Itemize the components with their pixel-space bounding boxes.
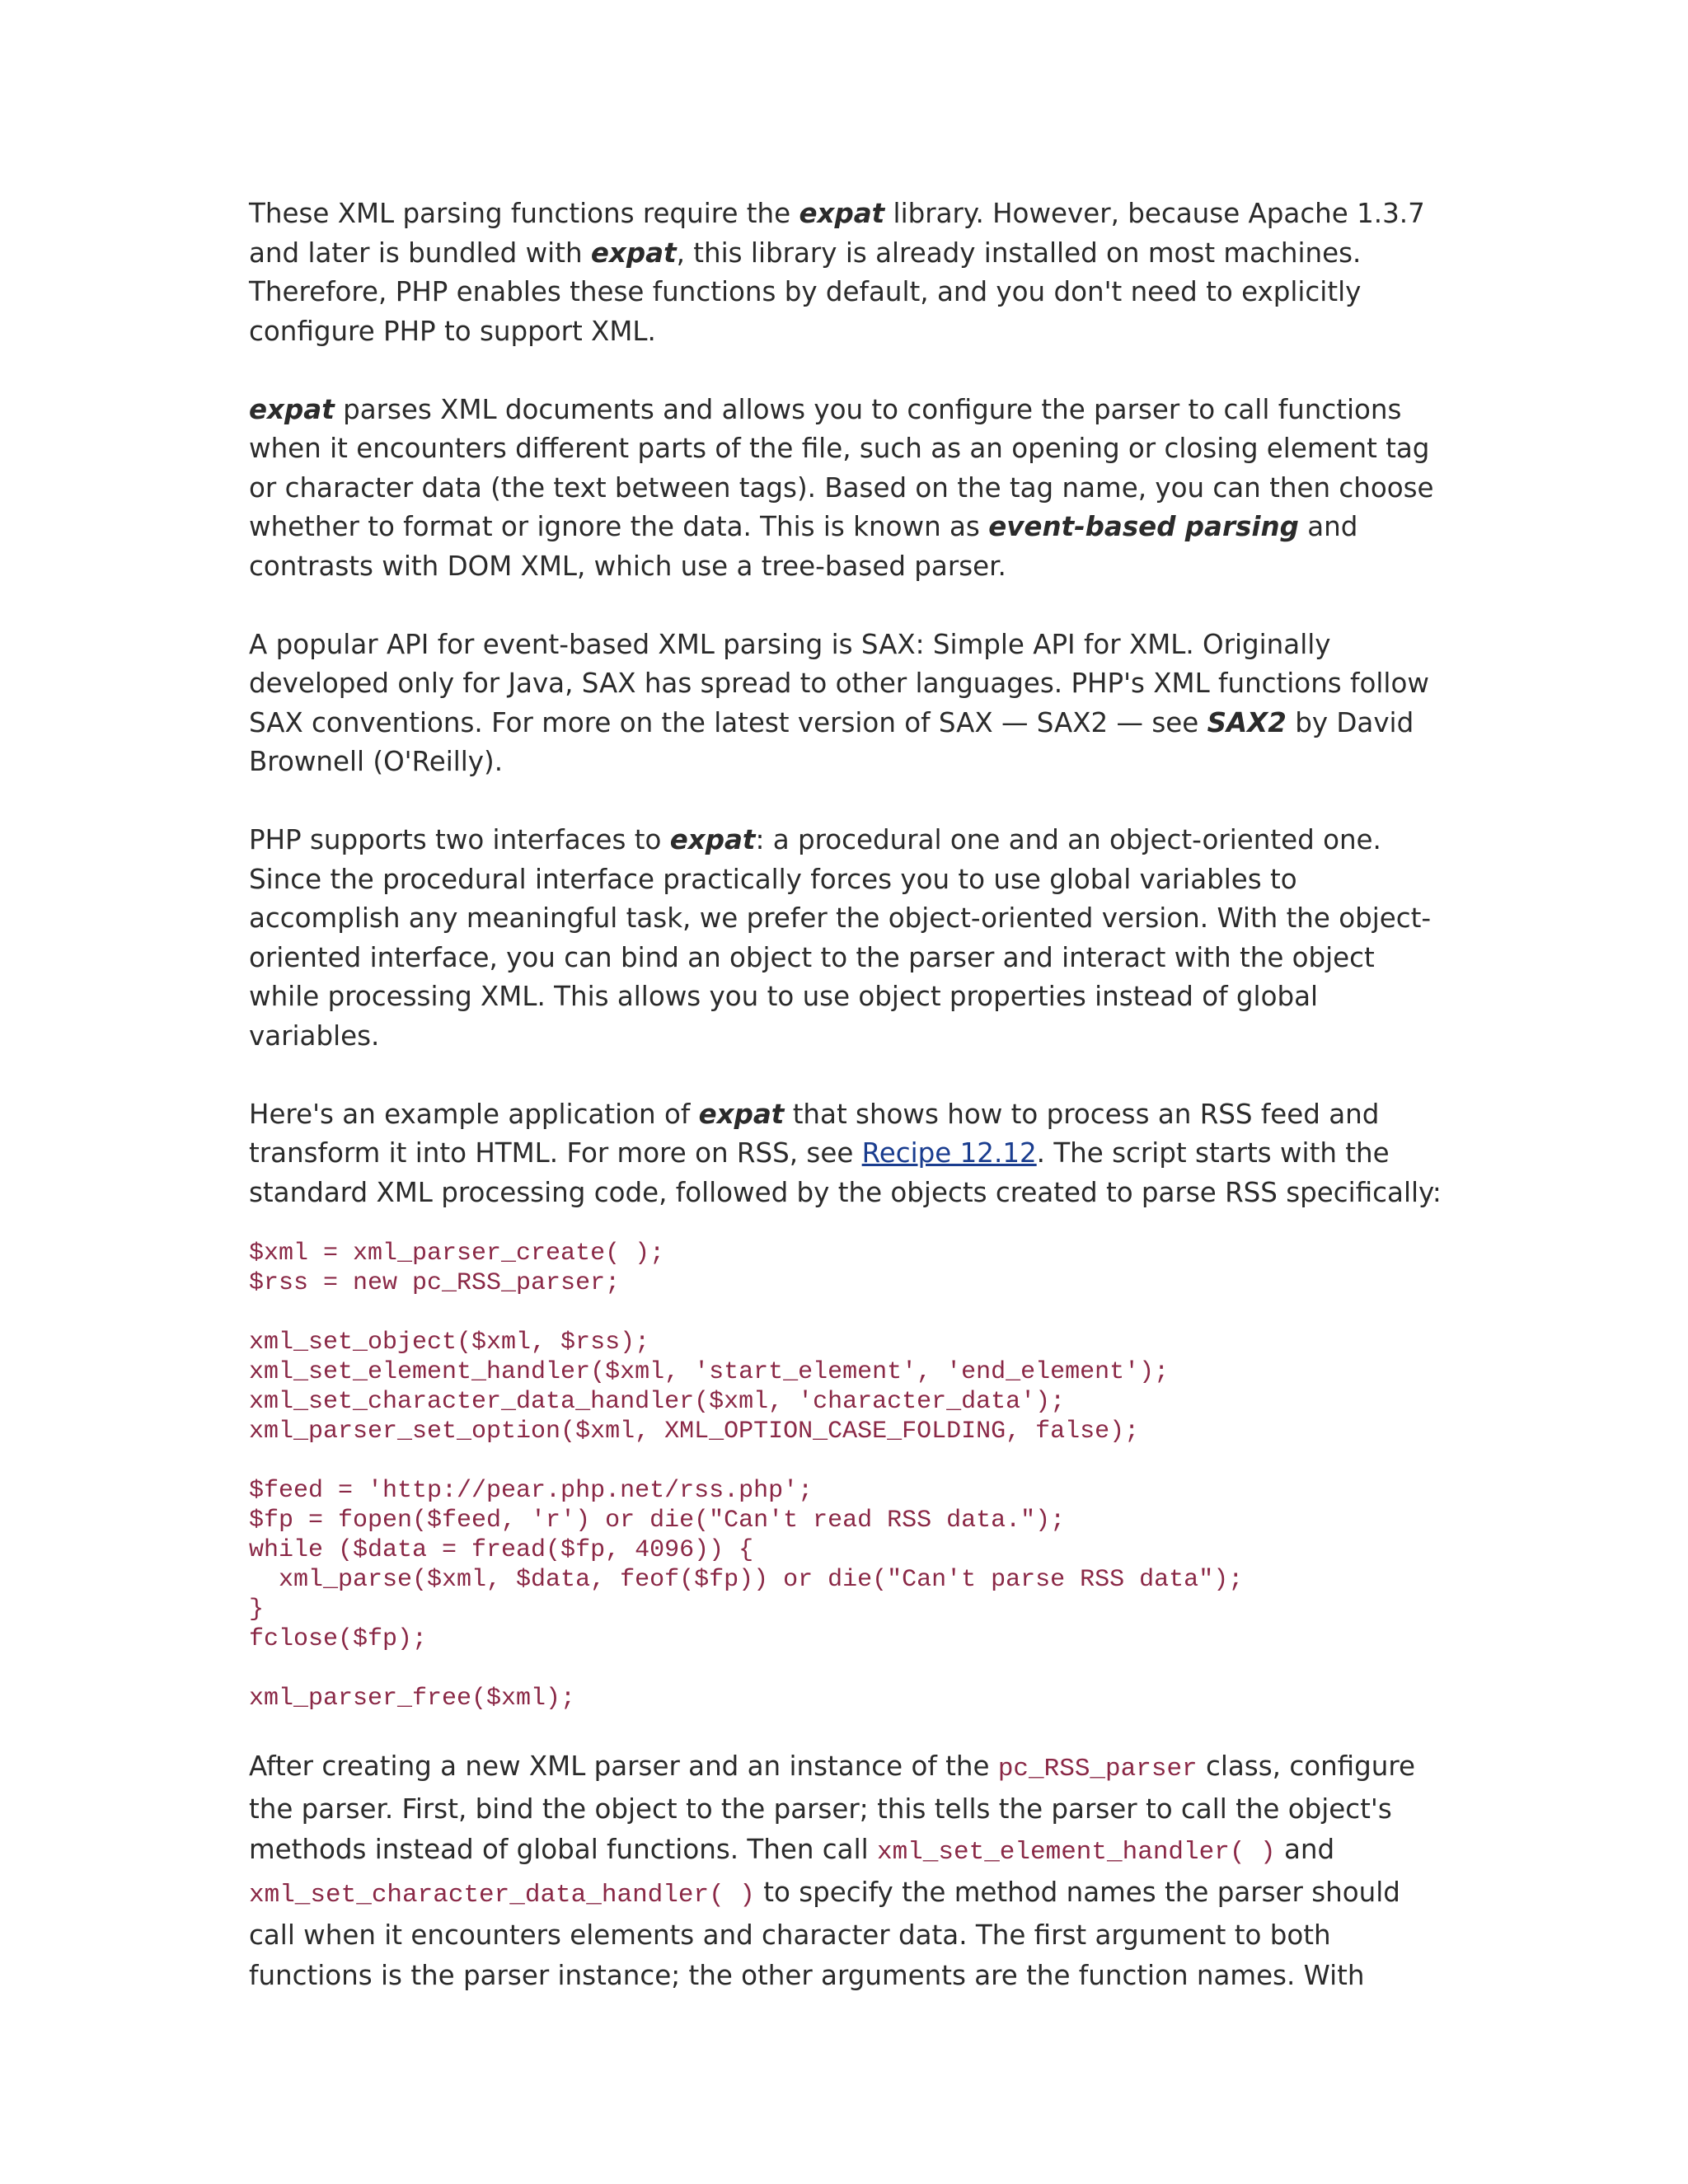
paragraph-sax	[249, 626, 1452, 782]
text: After creating a new XML parser and an instance of the	[249, 1750, 998, 1782]
text: and	[1275, 1834, 1335, 1865]
paragraph-expat-library	[249, 194, 1452, 351]
text: parses XML documents and allows you to configure the parser to call functions when it encounters different parts of the file, such as an opening or closing element tag or character data (the text between tags). Based on the tag name, you can then choose whether to format or ignore the data. This is known as	[249, 393, 1434, 542]
text: A popular API for event-based XML parsing is SAX: Simple API for XML. Originally developed only for Java, SAX has spread to other languages. PHP's XML functions follow SAX conventions. For more on the latest version of SAX — SAX2 — see	[249, 628, 1429, 738]
text: , this library is already installed on most machines. Therefore, PHP enables these functions by default, and you don't need to explicitly configure PHP to support XML.	[249, 237, 1362, 347]
code-block: $xml = xml_parser_create( ); $rss = new pc_RSS_parser; xml_set_object($xml, $rss); xml_set_element_handler($xml, 'start_element', 'end_element'); xml_set_character_data_handler($xml, 'character_data'); xml_parser_set_option($xml, XML_OPTION_CASE_FOLDING, false); $feed = 'http://pear.php.net/rss.php'; $fp = fopen($feed, 'r') or die("Can't read RSS data."); while ($data = fread($fp, 4096)) { xml_parse($xml, $data, feof($fp)) or die("Can't parse RSS data"); } fclose($fp); xml_parser_free($xml);	[249, 1240, 1244, 1713]
text: . The script starts with the standard XML processing code, followed by the objects created to parse RSS specifically:	[249, 1137, 1442, 1208]
emphasis-expat: expat	[799, 198, 885, 229]
inline-code-character-data-handler: xml_set_character_data_handler( )	[249, 1881, 755, 1910]
text: These XML parsing functions require the	[249, 198, 799, 229]
emphasis-event-based-parsing: event-based parsing	[988, 511, 1299, 542]
text: that shows how to process an RSS feed and transform it into HTML. For more on RSS, see	[249, 1098, 1380, 1169]
emphasis-expat: expat	[249, 393, 335, 425]
text: and contrasts with DOM XML, which use a tree-based parser.	[249, 511, 1358, 582]
paragraph-interfaces	[249, 821, 1452, 1056]
document-page	[249, 194, 1452, 2036]
text: : a procedural one and an object-oriented one. Since the procedural interface practically forces you to use global variables to accomplish any meaningful task, we prefer the object-oriented version. With the object-oriented interface, you can bind an object to the parser and interact with the object while processing XML. This allows you to use object properties instead of global variables.	[249, 824, 1432, 1052]
emphasis-expat: expat	[590, 237, 677, 269]
inline-code-class: pc_RSS_parser	[997, 1755, 1198, 1783]
emphasis-expat: expat	[698, 1098, 785, 1130]
emphasis-sax2: SAX2	[1207, 706, 1287, 738]
text: Here's an example application of	[249, 1098, 699, 1130]
text: library. However, because Apache 1.3.7 and later is bundled with	[249, 198, 1425, 269]
paragraph-event-based-parsing	[249, 391, 1452, 587]
text: by David Brownell (O'Reilly).	[249, 706, 1414, 777]
text: class, configure the parser. First, bind the object to the parser; this tells the parser to call the object's methods instead of global functions. Then call	[249, 1750, 1416, 1865]
paragraph-example-application	[249, 1095, 1452, 1213]
inline-code-element-handler: xml_set_element_handler( )	[876, 1838, 1276, 1867]
text: PHP supports two interfaces to	[249, 824, 670, 855]
paragraph-parser-setup	[249, 1746, 1452, 1996]
emphasis-expat: expat	[669, 824, 756, 855]
text: to specify the method names the parser should call when it encounters elements and character data. The first argument to both functions is the parser instance; the other arguments are the function names. With	[249, 1877, 1400, 1991]
recipe-link[interactable]: Recipe 12.12	[861, 1137, 1037, 1169]
